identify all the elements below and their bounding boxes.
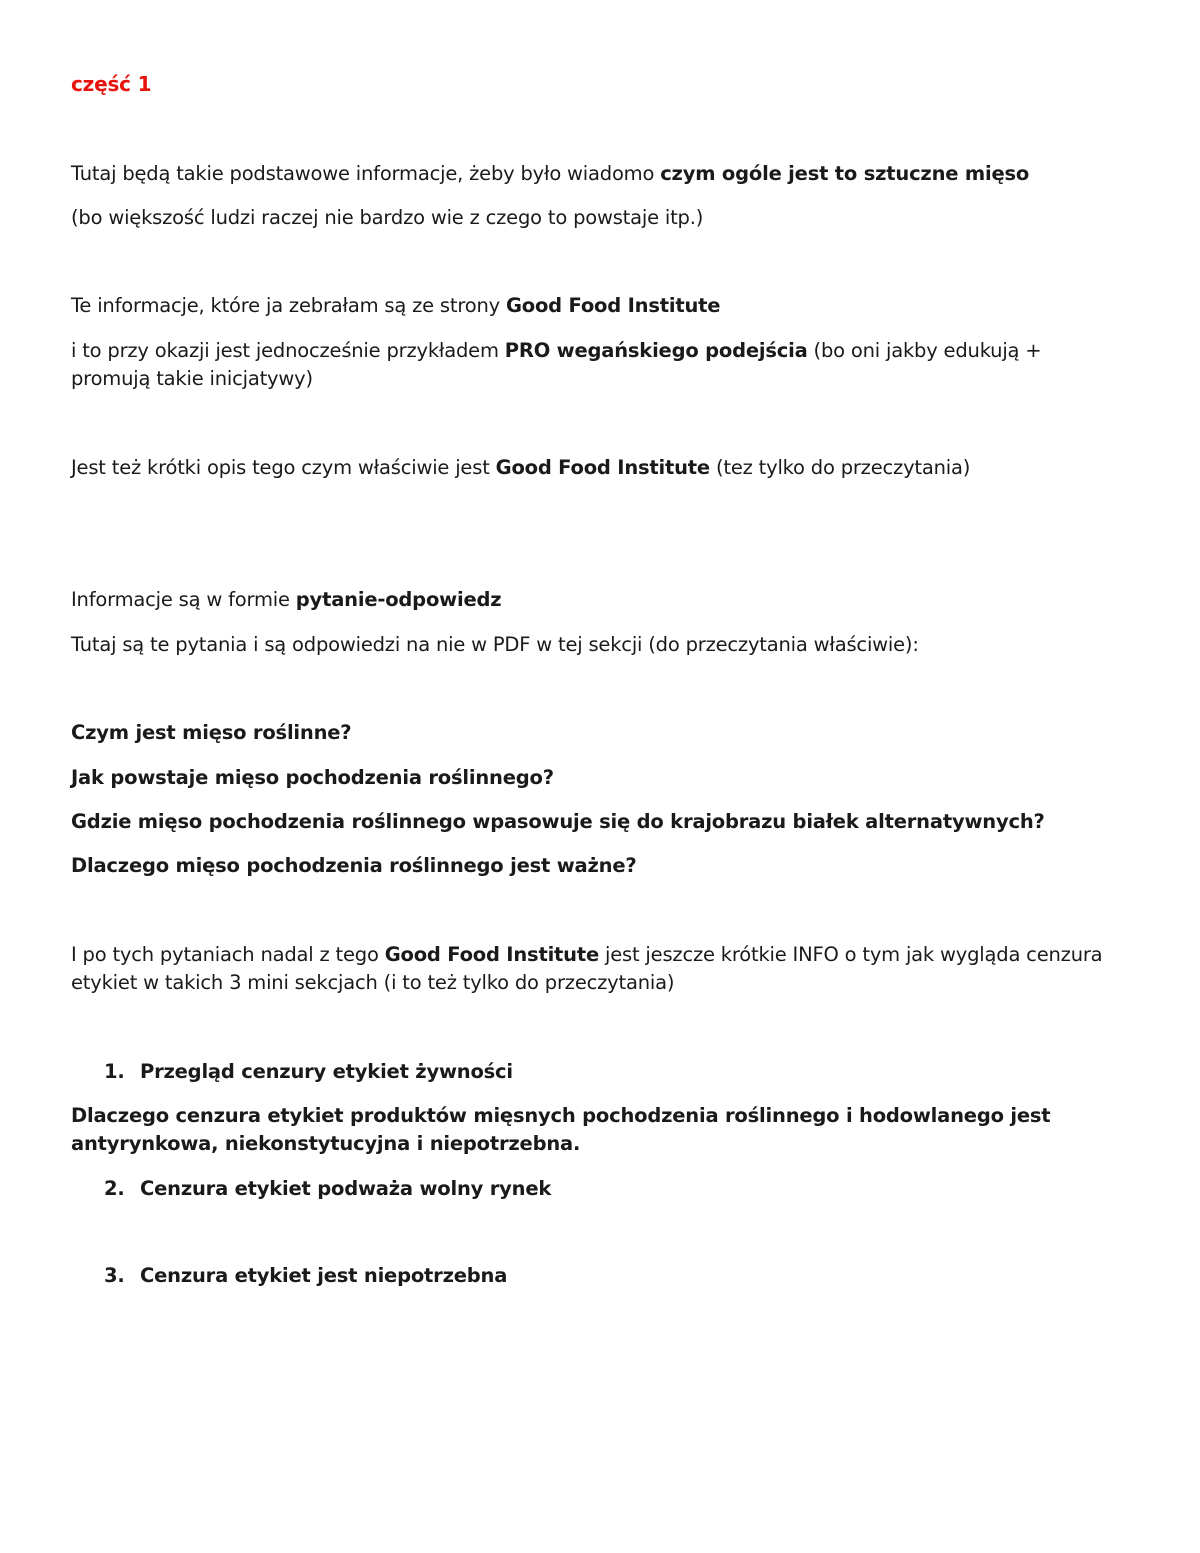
list-number: 2. (104, 1177, 125, 1200)
gfi-text-1: Jest też krótki opis tego czym właściwie jest (71, 456, 496, 479)
source-bold: Good Food Institute (505, 294, 721, 317)
list-item (104, 1058, 513, 1086)
censorship-text-1: I po tych pytaniach nadal z tego (71, 943, 385, 966)
question-item: Gdzie mięso pochodzenia roślinnego wpasowuje się do krajobrazu białek alternatywnych? (71, 810, 1045, 833)
question-item: Dlaczego mięso pochodzenia roślinnego jest ważne? (71, 854, 637, 877)
paragraph-source (71, 292, 720, 320)
list-item (104, 1175, 551, 1203)
section-heading: część 1 (71, 72, 152, 96)
list-label: Cenzura etykiet podważa wolny rynek (140, 1177, 552, 1200)
intro-bold: czym ogóle jest to sztuczne mięso (660, 162, 1030, 185)
list-item (104, 1262, 507, 1290)
paragraph-intro-note: (bo większość ludzi raczej nie bardzo wie z czego to powstaje itp.) (71, 206, 704, 229)
vegan-text-1: i to przy okazji jest jednocześnie przykładem (71, 339, 505, 362)
paragraph-gfi-description (71, 454, 970, 482)
paragraph-format (71, 586, 501, 614)
censorship-bold: Good Food Institute (384, 943, 600, 966)
intro-text: Tutaj będą takie podstawowe informacje, żeby było wiadomo (71, 162, 661, 185)
question-item: Czym jest mięso roślinne? (71, 721, 352, 744)
source-text: Te informacje, które ja zebrałam są ze strony (71, 294, 506, 317)
gfi-bold: Good Food Institute (495, 456, 710, 479)
format-bold: pytanie-odpowiedz (295, 588, 502, 611)
censorship-text-2: jest jeszcze krótkie INFO o tym jak wygląda cenzura etykiet w takich 3 mini sekcjach (i to też tylko do przeczytania) (71, 943, 1103, 994)
gfi-text-2: (tez tylko do przeczytania) (709, 456, 971, 479)
paragraph-vegan (71, 337, 1111, 393)
list-label: Cenzura etykiet jest niepotrzebna (140, 1264, 508, 1287)
question-item: Jak powstaje mięso pochodzenia roślinnego? (71, 766, 554, 789)
paragraph-label-censorship (71, 941, 1111, 997)
paragraph-questions-intro: Tutaj są te pytania i są odpowiedzi na nie w PDF w tej sekcji (do przeczytania właściwie): (71, 633, 919, 656)
list-label: Przegląd cenzury etykiet żywności (140, 1060, 513, 1083)
vegan-text-2: (bo oni jakby edukują + promują takie inicjatywy) (71, 339, 1042, 390)
list-number: 3. (104, 1264, 125, 1287)
paragraph-intro (71, 160, 1029, 188)
list-subtext: Dlaczego cenzura etykiet produktów mięsnych pochodzenia roślinnego i hodowlanego jest antyrynkowa, niekonstytucyjna i niepotrzebna. (71, 1104, 1051, 1155)
vegan-bold: PRO wegańskiego podejścia (504, 339, 808, 362)
list-number: 1. (104, 1060, 125, 1083)
format-text: Informacje są w formie (71, 588, 296, 611)
